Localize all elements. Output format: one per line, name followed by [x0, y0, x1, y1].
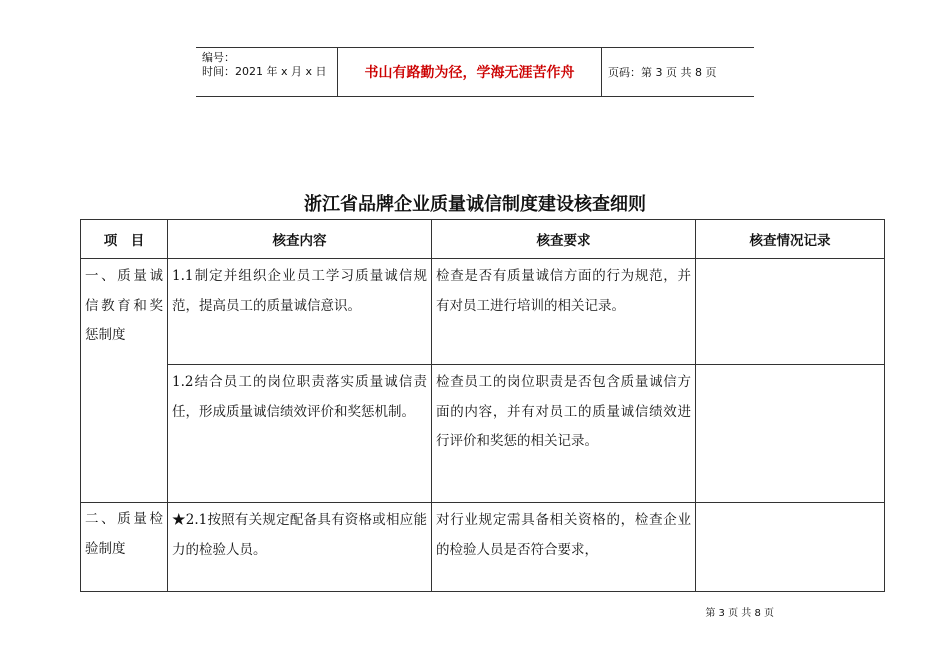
requirement-cell: 对行业规定需具备相关资格的，检查企业的检验人员是否符合要求，	[432, 503, 696, 592]
header-item: 项 目	[81, 220, 168, 259]
record-cell	[696, 259, 885, 365]
header-requirement: 核查要求	[432, 220, 696, 259]
record-cell	[696, 365, 885, 503]
header-meta	[196, 48, 338, 96]
header-content: 核查内容	[168, 220, 432, 259]
requirement-cell: 检查员工的岗位职责是否包含质量诚信方面的内容，并有对员工的质量诚信绩效进行评价和奖惩的相关记录。	[432, 365, 696, 503]
table-row	[81, 259, 885, 365]
category-cell: 二、质量检验制度	[81, 503, 168, 592]
document-title: 浙江省品牌企业质量诚信制度建设核查细则	[304, 194, 646, 215]
content-cell: ★2.1按照有关规定配备具有资格或相应能力的检验人员。	[168, 503, 432, 592]
requirement-cell: 检查是否有质量诚信方面的行为规范，并有对员工进行培训的相关记录。	[432, 259, 696, 365]
category-cell: 一、质量诚信教育和奖惩制度	[81, 259, 168, 503]
inspection-table	[80, 219, 885, 592]
document-date: 时间：2021 年 x 月 x 日	[202, 65, 327, 78]
header-motto	[338, 48, 602, 96]
motto-text: 书山有路勤为径，学海无涯苦作舟	[364, 65, 575, 81]
table-row	[81, 365, 885, 503]
page-number-label: 页码：第 3 页 共 8 页	[608, 66, 717, 79]
table-row	[81, 503, 885, 592]
document-number-label: 编号：	[202, 51, 235, 64]
content-cell: 1.1制定并组织企业员工学习质量诚信规范，提高员工的质量诚信意识。	[168, 259, 432, 365]
page-header	[196, 47, 754, 97]
record-cell	[696, 503, 885, 592]
header-page-info	[602, 48, 754, 96]
page-footer: 第 3 页 共 8 页	[705, 608, 774, 619]
content-cell: 1.2结合员工的岗位职责落实质量诚信责任，形成质量诚信绩效评价和奖惩机制。	[168, 365, 432, 503]
header-record: 核查情况记录	[696, 220, 885, 259]
table-header-row	[81, 220, 885, 259]
